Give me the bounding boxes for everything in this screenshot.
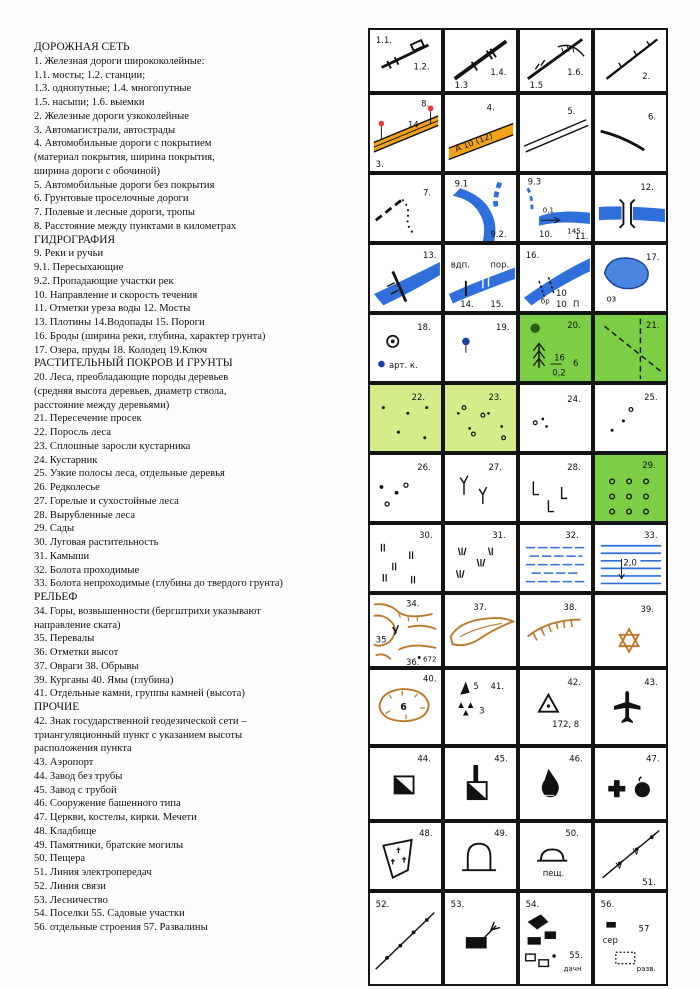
symbol-cell-cliffs: [518, 593, 593, 668]
cell-label: дачн: [563, 964, 582, 974]
legend-line: (материал покрытия, ширина покрытия,: [34, 152, 215, 163]
cell-label: 16: [554, 352, 565, 363]
cell-label: 16.: [525, 250, 540, 261]
cell-label: 36.: [405, 658, 420, 666]
legend-line: 9.2. Пропадающие участки рек: [34, 275, 174, 287]
cell-label: 3.: [375, 160, 384, 171]
symbol-cell-barrows: [593, 593, 668, 668]
cell-label: 34.: [405, 599, 420, 610]
symbol-cell-field-roads-trails: [368, 173, 443, 243]
legend-line: 31. Камыши: [34, 550, 90, 562]
cell-label: 52.: [375, 899, 390, 910]
legend-line: расстояние между деревьями): [34, 399, 170, 411]
cell-label: пор.: [490, 259, 510, 270]
cell-label: 25.: [644, 392, 658, 403]
cell-label: 672: [423, 654, 437, 664]
symbol-cell-impassable-swamps: [593, 523, 668, 593]
cell-label: 145: [567, 226, 581, 236]
legend-line: 1.1. мосты; 1.2. станции;: [34, 69, 146, 81]
cell-label: арт. к.: [389, 359, 418, 370]
symbol-cell-dense-shrubs: [443, 383, 518, 453]
legend-line: 47. Церкви, костелы, кирки. Мечети: [34, 812, 197, 823]
symbol-cell-paved-road: [443, 93, 518, 173]
cell-label: 53.: [450, 899, 465, 910]
legend-line: 49. Памятники, братские могилы: [34, 839, 184, 851]
cell-label: 10.: [539, 229, 553, 240]
symbol-cell-dirt-road: [593, 93, 668, 173]
cell-label: 22.: [411, 392, 426, 403]
symbol-cell-cave: [518, 821, 593, 891]
legend-heading: ДОРОЖНАЯ СЕТЬ: [34, 41, 130, 53]
legend-line: 9. Реки и ручьи: [34, 248, 104, 260]
cell-label: 5.: [567, 107, 576, 118]
symbol-cell-sparse-forest: [368, 453, 443, 523]
cell-label: 28.: [567, 462, 581, 473]
cell-label: 32.: [565, 530, 579, 541]
cell-label: 37.: [473, 603, 487, 614]
symbol-cell-communication-line: [368, 891, 443, 986]
cell-label: 11.: [574, 231, 589, 241]
cell-label: 6: [572, 357, 579, 368]
legend-line: 5. Автомобильные дороги без покрытия: [34, 179, 215, 191]
legend-line: 30. Луговая растительность: [34, 537, 159, 548]
cell-label: 27.: [488, 462, 502, 473]
legend-line: (средняя высота деревьев, диаметр ствола,: [34, 385, 227, 397]
symbol-cell-wells: [368, 313, 443, 383]
legend-line: 34. Горы, возвышенности (бергштрихи указывают: [34, 605, 261, 617]
legend-line: 33. Болота непроходимые (глубина до твердого грунта): [34, 578, 283, 590]
symbol-cell-railway-bridges-stations: [368, 28, 443, 93]
legend-line: 44. Завод без трубы: [34, 770, 123, 782]
legend-line: 36. Отметки высот: [34, 647, 119, 658]
legend-line: 43. Аэропорт: [34, 757, 94, 768]
cell-label: 1.5: [529, 80, 544, 91]
symbol-cell-churches-mosques: [593, 746, 668, 821]
legend-line: 9.1. Пересыхающие: [34, 262, 124, 273]
legend-heading: ГИДРОГРАФИЯ: [34, 233, 116, 246]
symbol-cell-clearings-crossing: [593, 313, 668, 383]
cell-label: 48.: [419, 828, 433, 839]
cell-label: 42.: [567, 678, 581, 689]
legend-line: 39. Курганы 40. Ямы (глубина): [34, 674, 174, 686]
legend-line: 1. Железная дороги ширококолейные:: [34, 55, 205, 67]
symbol-cell-mountains-passes: [368, 593, 443, 668]
symbol-cell-bridges: [593, 173, 668, 243]
cell-label: 46.: [569, 754, 583, 765]
cell-label: сер: [602, 935, 618, 946]
cell-label: разв.: [636, 964, 656, 974]
symbol-cell-airport: [593, 668, 668, 746]
cell-label: 1.6.: [567, 67, 584, 78]
cell-label: 41.: [490, 682, 504, 693]
legend-line: 7. Полевые и лесные дороги, тропы: [34, 207, 196, 218]
symbol-cell-waterfalls-rapids: [443, 243, 518, 313]
symbol-cell-highway: [368, 93, 443, 173]
cell-label: 47.: [646, 754, 660, 765]
symbol-cell-power-line: [593, 821, 668, 891]
cell-label: 2.: [642, 70, 651, 81]
cell-label: 0,1: [542, 205, 555, 215]
cell-label: 23.: [488, 392, 502, 403]
cell-label: 44.: [417, 754, 431, 765]
cell-label: 4.: [486, 103, 495, 114]
symbol-cell-dams: [368, 243, 443, 313]
cell-label: 20.: [567, 320, 581, 331]
symbol-cell-passable-swamps: [518, 523, 593, 593]
legend-line: 46. Сооружение башенного типа: [34, 798, 181, 810]
legend-line: 25. Узкие полосы леса, отдельные деревья: [34, 468, 225, 480]
symbol-cell-pits-depth: [368, 668, 443, 746]
symbol-cell-young-forest: [368, 383, 443, 453]
legend-line: триангуляционный пункт с указанием высоты: [34, 729, 243, 741]
legend-line: 1.3. однопутные; 1.4. многопутные: [34, 83, 192, 95]
legend-line: 22. Поросль леса: [34, 427, 111, 438]
symbol-cell-geodetic-point: [518, 668, 593, 746]
cell-label: 40.: [423, 674, 437, 685]
cell-label: вдп.: [450, 259, 470, 270]
cell-label: 172, 8: [552, 719, 580, 730]
legend-line: 1.5. насыпи; 1.6. выемки: [34, 97, 145, 108]
cell-label: пещ.: [542, 867, 565, 878]
symbol-cell-reeds: [443, 523, 518, 593]
cell-label: 14.: [460, 299, 474, 310]
symbol-cell-forestry: [443, 891, 518, 986]
cell-label: 2,0: [623, 557, 637, 568]
symbol-cell-meadow: [368, 523, 443, 593]
symbol-cell-river-lost-section-flow: [518, 173, 593, 243]
legend-line: 54. Поселки 55. Садовые участки: [34, 908, 185, 920]
cell-label: 6: [400, 701, 407, 713]
legend-line: 11. Отметки уреза воды 12. Мосты: [34, 303, 191, 315]
legend-heading: РАСТИТЕЛЬНЫЙ ПОКРОВ И ГРУНТЫ: [34, 357, 233, 370]
legend-line: 4. Автомобильные дороги с покрытием: [34, 138, 212, 150]
cell-label: 9.3: [527, 176, 542, 187]
legend-line: 35. Перевалы: [34, 633, 95, 645]
cell-label: 1.1.: [375, 35, 393, 46]
legend-line: 51. Линия электропередач: [34, 867, 152, 878]
symbol-cell-railway-embankment-cut: [518, 28, 593, 93]
cell-label: 1.4.: [490, 67, 507, 78]
legend-heading: ПРОЧИЕ: [34, 701, 80, 713]
cell-label: 12.: [640, 182, 654, 193]
cell-label: 26.: [417, 462, 431, 473]
legend-line: расположения пункта: [34, 743, 132, 755]
symbol-cell-shrubs: [518, 383, 593, 453]
cell-label: П: [572, 299, 580, 310]
legend-line: 17. Озера, пруды 18. Колодец 19.Ключ: [34, 344, 208, 356]
symbol-cell-factory-no-chimney: [368, 746, 443, 821]
legend-line: 41. Отдельные камни, группы камней (высота): [34, 688, 245, 700]
symbol-cell-tower-structure: [518, 746, 593, 821]
symbol-cell-narrow-gauge-railway: [593, 28, 668, 93]
cell-label: А 10 (12): [453, 131, 495, 155]
symbol-cell-cut-forest: [518, 453, 593, 523]
cell-label: 43.: [644, 678, 658, 689]
symbol-cell-separate-stones: [443, 668, 518, 746]
legend-line: 8. Расстояние между пунктами в километрах: [34, 220, 237, 232]
cell-label: 19.: [496, 322, 510, 333]
symbol-cell-fords: [518, 243, 593, 313]
cell-label: 10: [555, 287, 567, 298]
cell-label: 0,2: [552, 367, 566, 378]
legend-line: 48. Кладбище: [34, 825, 97, 837]
symbol-cell-lakes-ponds: [593, 243, 668, 313]
legend-line: 45. Завод с трубой: [34, 784, 117, 796]
cell-label: 9.1: [454, 178, 469, 189]
legend-line: 23. Сплошные заросли кустарника: [34, 440, 191, 452]
symbol-cell-unpaved-road: [518, 93, 593, 173]
cell-label: 24.: [567, 393, 581, 404]
legend-line: 42. Знак государственной геодезической сети –: [34, 715, 247, 727]
cell-label: 45.: [494, 754, 508, 765]
cell-label: оз: [606, 293, 617, 304]
symbol-cell-forest: [518, 313, 593, 383]
symbol-cell-narrow-forest-strips: [593, 383, 668, 453]
cell-label: 49.: [494, 828, 508, 839]
symbol-cell-settlements-gardens: [518, 891, 593, 986]
legend-line: 3. Автомагистрали, автострады: [34, 124, 176, 136]
symbol-cell-ravines: [443, 593, 518, 668]
symbol-cell-cemetery: [368, 821, 443, 891]
cell-label: 18.: [417, 322, 431, 333]
legend-line: 20. Леса, преобладающие породы деревьев: [34, 372, 229, 383]
cell-label: 55.: [569, 950, 583, 961]
cell-label: 9.2.: [490, 229, 507, 240]
cell-label: 54.: [525, 899, 540, 910]
cell-label: 14: [407, 120, 419, 131]
cell-label: 1.3: [454, 80, 469, 91]
cell-label: 57: [638, 924, 650, 935]
legend-line: 26. Редколесье: [34, 482, 100, 493]
cell-label: 29.: [642, 460, 656, 471]
legend-line: 32. Болота проходимые: [34, 564, 140, 576]
cell-label: 30.: [419, 530, 433, 541]
cell-label: 51.: [642, 877, 656, 888]
legend-heading: РЕЛЬЕФ: [34, 591, 78, 603]
cell-label: 10: [555, 299, 567, 310]
legend-line: 56. отдельные строения 57. Развалины: [34, 922, 208, 933]
legend-line: 6. Грунтовые проселочные дороги: [34, 193, 189, 205]
cell-label: 5: [473, 682, 479, 693]
legend-line: 50. Пещера: [34, 853, 86, 865]
cell-label: 50.: [565, 828, 579, 839]
cell-label: 8.: [421, 99, 430, 110]
symbol-cell-burnt-forest: [443, 453, 518, 523]
legend-line: 52. Линия связи: [34, 880, 106, 892]
cell-label: 1.2.: [413, 61, 430, 72]
legend-line: 24. Кустарник: [34, 454, 98, 466]
cell-label: 38.: [563, 603, 578, 614]
cell-label: 17.: [646, 252, 660, 263]
symbol-cell-factory-chimney: [443, 746, 518, 821]
symbol-cell-monuments: [443, 821, 518, 891]
legend-line: 16. Броды (ширина реки, глубина, характер грунта): [34, 330, 266, 342]
symbol-cell-springs: [443, 313, 518, 383]
cell-label: 3: [479, 706, 485, 717]
legend-line: 53. Лесничество: [34, 894, 108, 906]
cell-label: 31.: [492, 530, 506, 541]
symbol-cell-railway-single-multi: [443, 28, 518, 93]
cell-label: 7.: [422, 187, 432, 198]
legend-line: 37. Овраги 38. Обрывы: [34, 660, 139, 672]
symbol-cell-orchards: [593, 453, 668, 523]
legend-line: 27. Горелые и сухостойные леса: [34, 495, 179, 507]
cell-label: 35: [375, 635, 387, 646]
legend-line: 28. Вырубленные леса: [34, 509, 136, 521]
legend-line: 13. Плотины 14.Водопады 15. Пороги: [34, 317, 205, 328]
legend-line: 29. Сады: [34, 523, 75, 535]
cell-label: 21.: [646, 320, 660, 331]
cell-label: 6.: [648, 112, 657, 123]
legend-line: 21. Пересечение просек: [34, 413, 142, 425]
legend-line: ширина дороги с обочиной): [34, 165, 160, 177]
symbol-cell-separate-buildings-ruins: [593, 891, 668, 986]
legend-line: направление ската): [34, 619, 121, 631]
cell-label: 13.: [422, 250, 437, 261]
cell-label: бр: [540, 296, 550, 306]
cell-label: 56.: [600, 899, 615, 910]
symbol-cell-rivers-drying: [443, 173, 518, 243]
legend-text-list: [34, 41, 369, 935]
symbol-grid: [368, 28, 668, 980]
cell-label: 33.: [644, 530, 658, 541]
legend-line: 10. Направление и скорость течения: [34, 289, 198, 301]
cell-label: 15.: [490, 299, 504, 310]
cell-label: 39.: [640, 605, 654, 616]
legend-line: 2. Железные дороги узкоколейные: [34, 110, 189, 122]
